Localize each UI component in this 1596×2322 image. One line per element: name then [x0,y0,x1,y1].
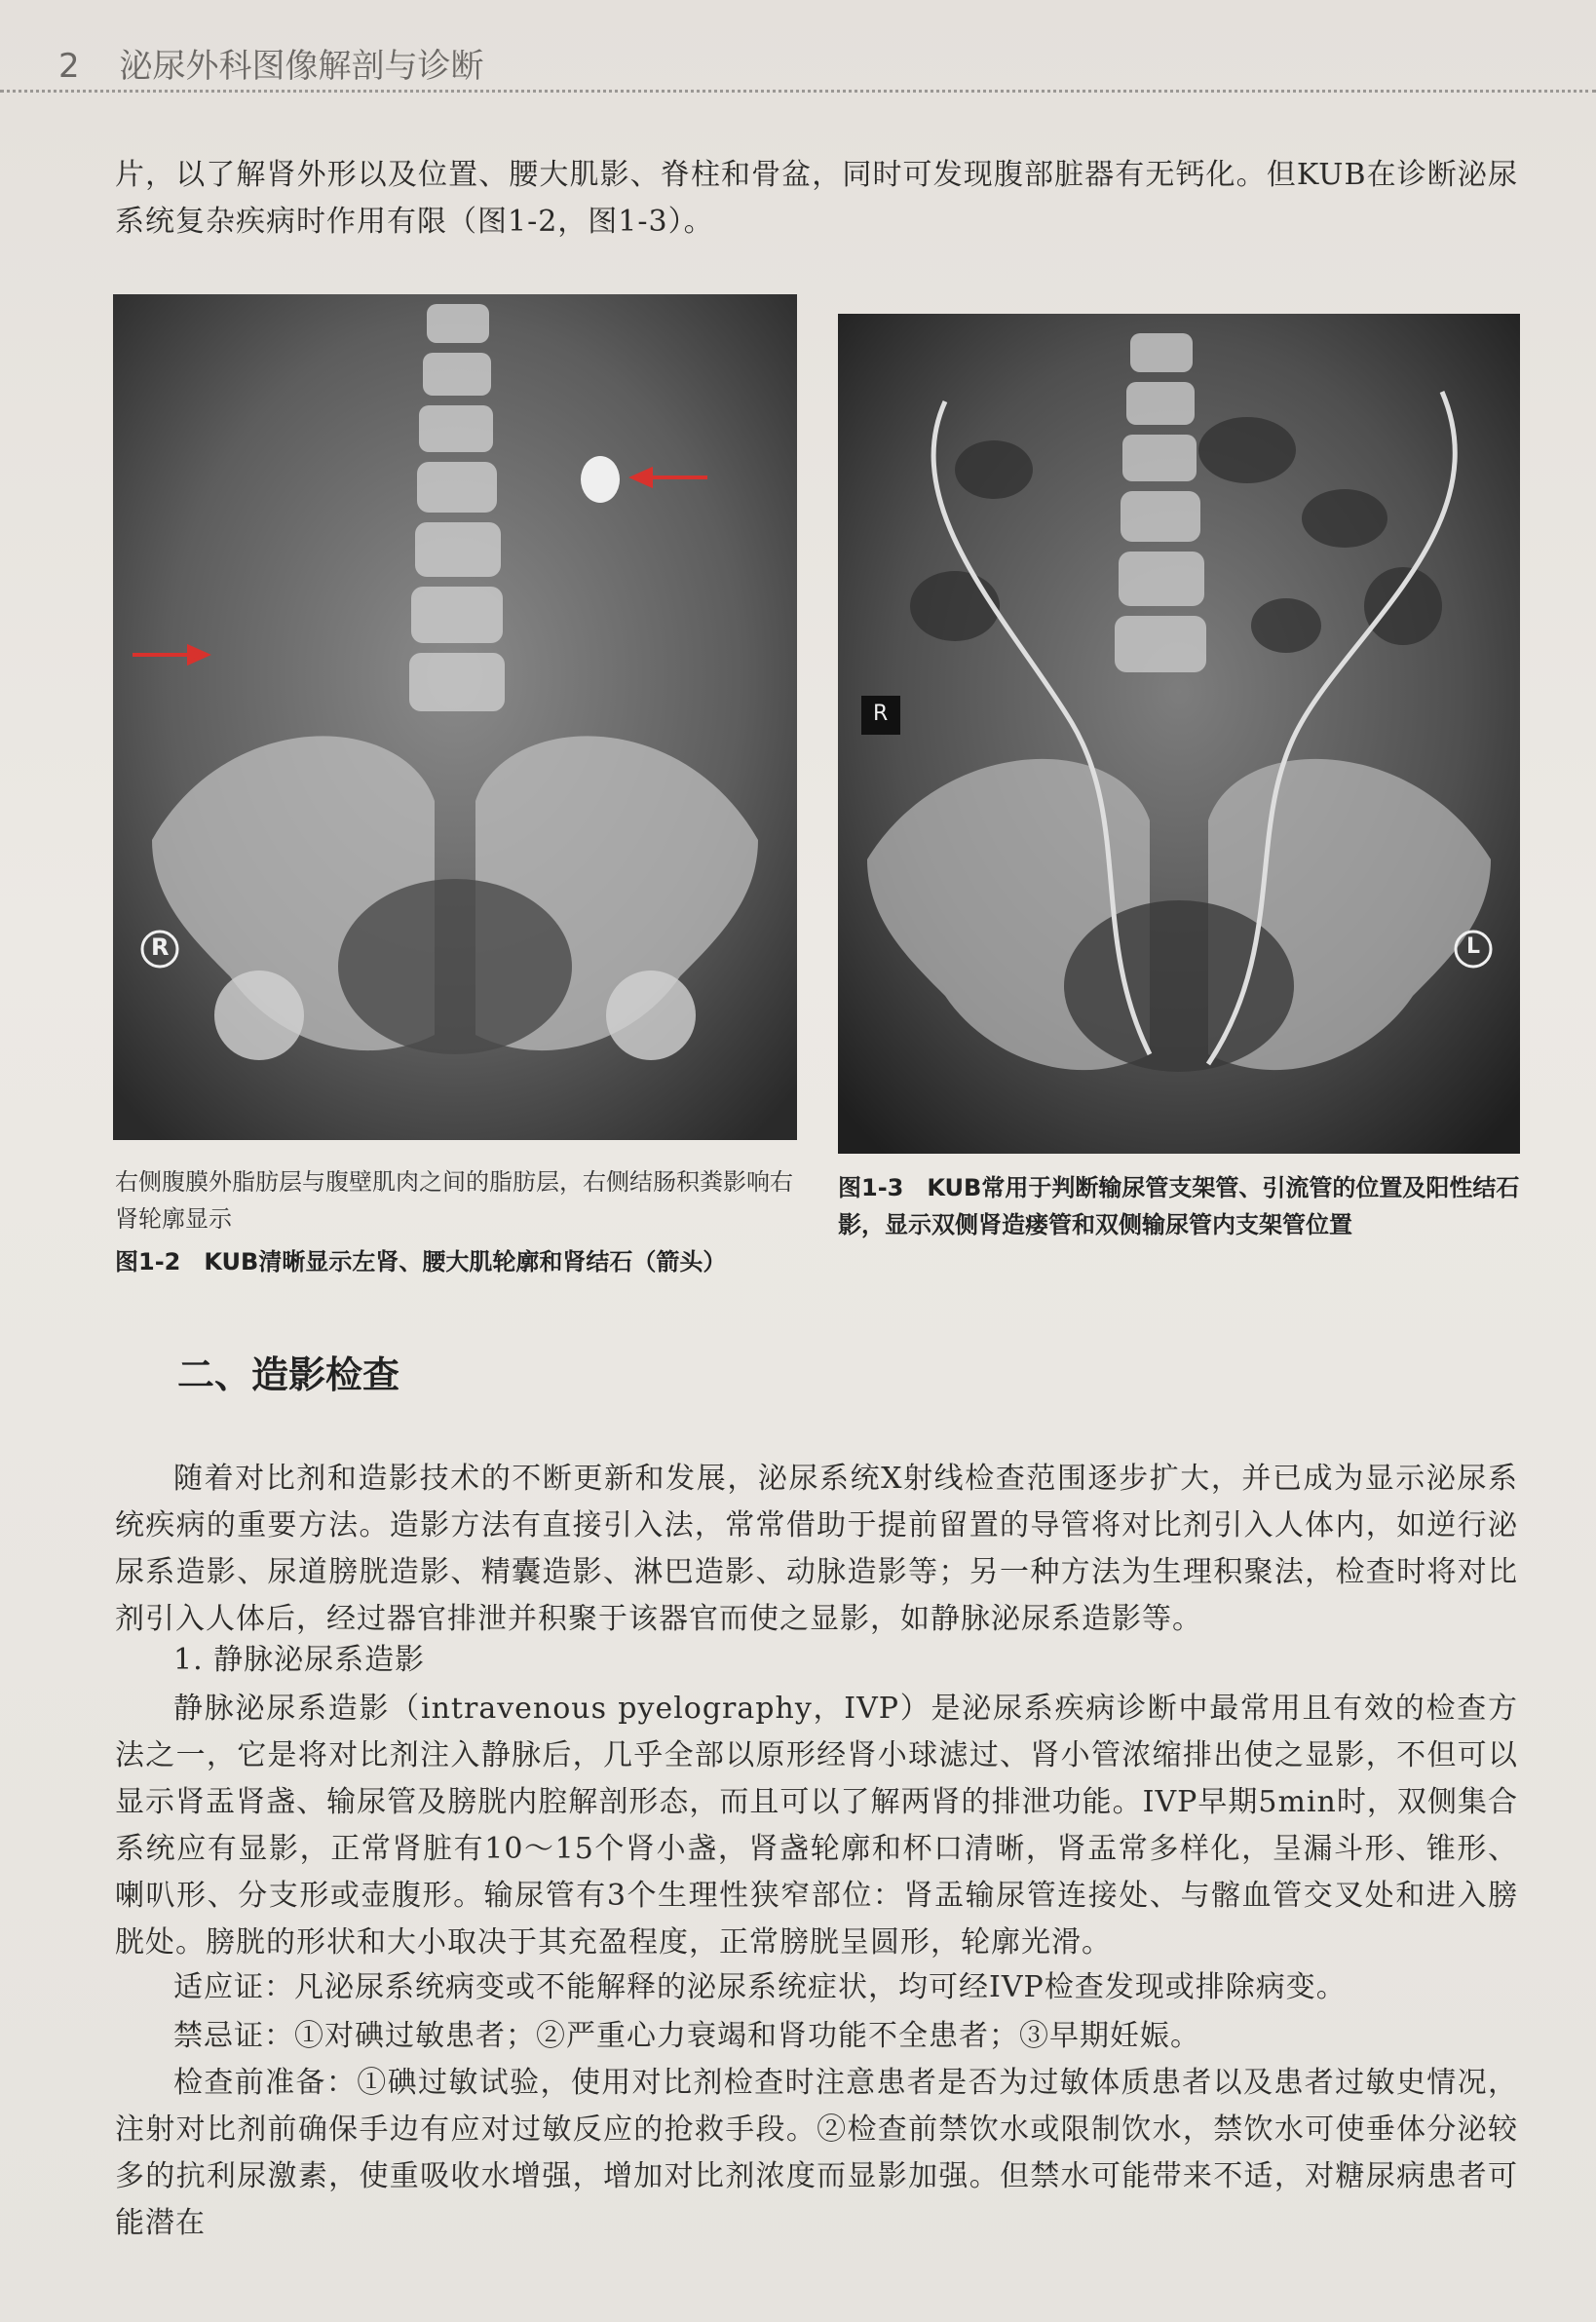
xray-kub-right [838,314,1520,1154]
paragraph-intro-contrast: 随着对比剂和造影技术的不断更新和发展，泌尿系统X射线检查范围逐步扩大，并已成为显示泌尿系统疾病的重要方法。造影方法有直接引入法，常常借助于提前留置的导管将对比剂引入人体内，如逆行泌尿系造影、尿道膀胱造影、精囊造影、淋巴造影、动脉造影等；另一种方法为生理积聚法，检查时将对比剂引入人体后，经过器官排泄并积聚于该器官而使之显影，如静脉泌尿系造影等。 [115,1462,1518,1636]
subheading-ivp: 1. 静脉泌尿系造影 [173,1643,426,1677]
paragraph-preparation: 检查前准备：①碘过敏试验，使用对比剂检查时注意患者是否为过敏体质患者以及患者过敏史情况，注射对比剂前确保手边有应对过敏反应的抢救手段。②检查前禁饮水或限制饮水，禁饮水可使垂体分泌较多的抗利尿激素，使重吸收水增强，增加对比剂浓度而显影加强。但禁水可能带来不适，对糖尿病患者可能潜在 [115,2066,1518,2240]
running-header [58,39,483,87]
paragraph-indications: 适应证：凡泌尿系统病变或不能解释的泌尿系统症状，均可经IVP检查发现或排除病变。 [173,1970,1347,2004]
figure-1-3-xray [838,314,1520,1154]
xray-kub-left [113,294,797,1140]
right-marker-label: R [151,933,170,961]
page-number: 2 [58,47,80,86]
right-side-marker-label: R [873,702,889,726]
figure-1-2-caption: 图1-2 KUB清晰显示左肾、腰大肌轮廓和肾结石（箭头） [115,1248,727,1275]
header-divider [0,90,1596,93]
left-side-marker-label: L [1466,934,1481,959]
figure-1-2-xray [113,294,797,1140]
figure-1-3-caption: 图1-3 KUB常用于判断输尿管支架管、引流管的位置及阳性结石影，显示双侧肾造瘘管和双侧输尿管内支架管位置 [838,1174,1520,1238]
paragraph-contraindications: 禁忌证：①对碘过敏患者；②严重心力衰竭和肾功能不全患者；③早期妊娠。 [173,2019,1200,2053]
book-title: 泌尿外科图像解剖与诊断 [119,47,484,86]
intro-paragraph: 片，以了解肾外形以及位置、腰大肌影、脊柱和骨盆，同时可发现腹部脏器有无钙化。但KUB在诊断泌尿系统复杂疾病时作用有限（图1-2，图1-3）。 [115,158,1518,239]
paragraph-ivp: 静脉泌尿系造影（intravenous pyelography，IVP）是泌尿系疾病诊断中最常用且有效的检查方法之一，它是将对比剂注入静脉后，几乎全部以原形经肾小球滤过、肾小管浓缩排出使之显影，不但可以显示肾盂肾盏、输尿管及膀胱内腔解剖形态，而且可以了解两肾的排泄功能。IVP早期5min时，双侧集合系统应有显影，正常肾脏有10～15个肾小盏，肾盏轮廓和杯口清晰，肾盂常多样化，呈漏斗形、锥形、喇叭形、分支形或壶腹形。输尿管有3个生理性狭窄部位：肾盂输尿管连接处、与髂血管交叉处和进入膀胱处。膀胱的形状和大小取决于其充盈程度，正常膀胱呈圆形，轮廓光滑。 [115,1692,1518,1960]
figure-1-2-note: 右侧腹膜外脂肪层与腹壁肌肉之间的脂肪层，右侧结肠积粪影响右肾轮廓显示 [115,1168,793,1233]
section-heading: 二、造影检查 [177,1353,400,1396]
